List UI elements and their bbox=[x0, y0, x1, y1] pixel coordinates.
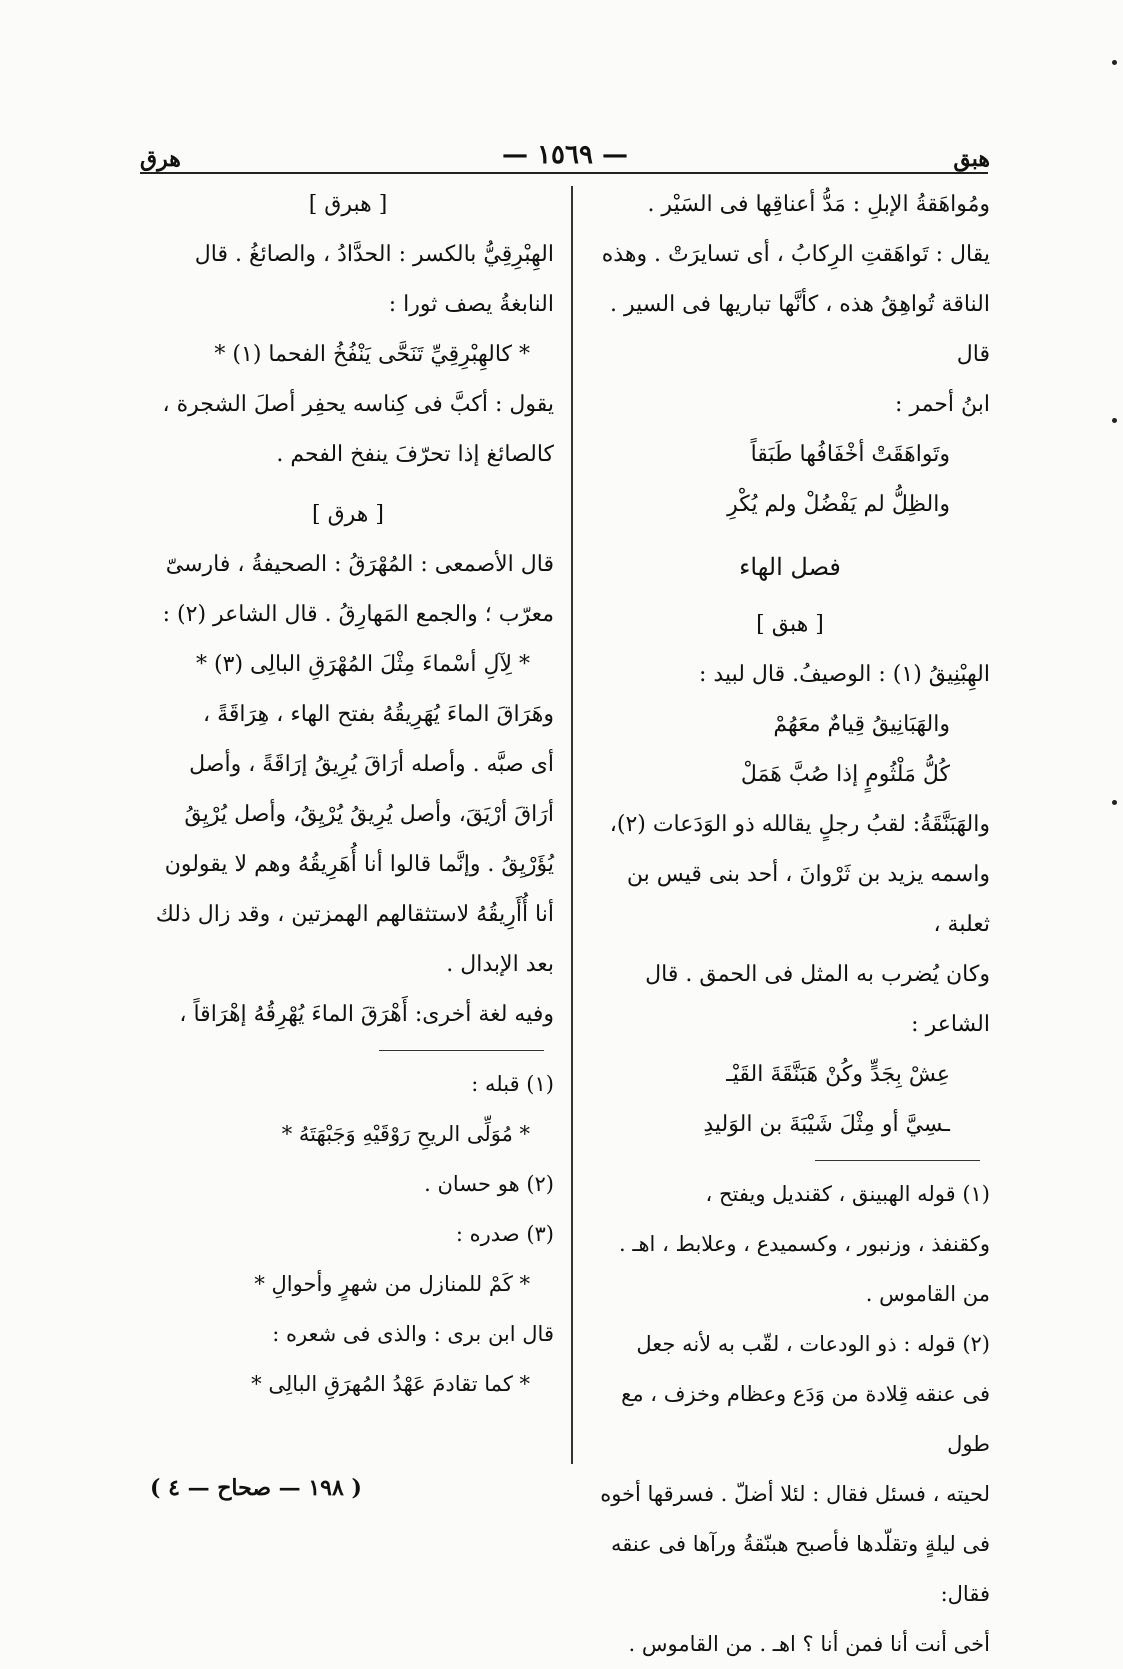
text-line: أرَاقَ أرْيَقَ، وأصل يُرِيقُ يُرْيِقُ، وأصل يُرْيِقُ bbox=[184, 802, 554, 827]
text-line: الناقة تُواهِقُ هذه ، كأنَّها تباريها فى السير . قال bbox=[609, 292, 990, 367]
margin-dot bbox=[1112, 418, 1117, 423]
footnote-line: فى ليلةٍ وتقلّدها فأصبح هبنّقةُ ورآها فى عنقه فقال: bbox=[611, 1532, 990, 1606]
footnote-rule bbox=[815, 1160, 980, 1161]
text-line: النابغةُ يصف ثورا : bbox=[388, 292, 554, 317]
footnote-line: (١) قوله الهبينق ، كقنديل ويفتح ، bbox=[705, 1182, 990, 1206]
signature-mark: ( ١٩٨ — صحاح — ٤ ) bbox=[150, 1475, 362, 1501]
text-line: الهِبْنِيقُ (١) : الوصيفُ. قال لبيد : bbox=[699, 662, 990, 687]
footnote-line: قال ابن برى : والذى فى شعره : bbox=[272, 1322, 554, 1346]
header-rule bbox=[140, 172, 988, 174]
entry-title: [ هرق ] bbox=[312, 502, 384, 527]
column-divider bbox=[571, 186, 573, 1464]
poem-line: والهَبَانِيقُ قِيامٌ معَهُمْ bbox=[773, 712, 950, 737]
text-line: والهَبَنَّقَةُ: لقبُ رجلٍ يقالله ذو الوَدَعات (٢)، bbox=[609, 812, 990, 837]
left-column bbox=[142, 180, 554, 1409]
footnote-line: من القاموس . bbox=[865, 1282, 990, 1306]
footnote-line: أخى أنت أنا فمن أنا ؟ اهـ . من القاموس . bbox=[628, 1632, 990, 1656]
entry-title: [ هبق ] bbox=[756, 612, 824, 637]
header-left-title: هرق bbox=[140, 146, 181, 172]
footnote-line: وكقنفذ ، وزنبور ، وكسميدع ، وعلابط ، اهـ . bbox=[618, 1232, 990, 1256]
text-line: معرّب ؛ والجمع المَهارِقُ . قال الشاعر (٢) : bbox=[162, 602, 554, 627]
footnote-line: * كما تقادمَ عَهْدُ المُهرَقِ البالِى * bbox=[251, 1372, 530, 1396]
text-line: قال الأصمعى : المُهْرَقُ : الصحيفةُ ، فارسىّ bbox=[165, 552, 554, 577]
text-line: ابنُ أحمر : bbox=[895, 392, 990, 417]
text-line: أى صبَّه . وأصله أرَاقَ يُرِيقُ إرَاقَةً ، وأصل bbox=[189, 752, 554, 777]
footnote-line: (٢) قوله : ذو الودعات ، لقّب به لأنه جعل bbox=[636, 1332, 990, 1356]
text-line: وهَرَاقَ الماءَ يُهَرِيقُهُ بفتح الهاء ، هِرَاقَةً ، bbox=[203, 702, 554, 727]
margin-dot bbox=[1112, 800, 1117, 805]
poem-line: ـسِيَّ أو مِثْلَ شَيْبَةَ بن الوَليدِ bbox=[703, 1112, 950, 1137]
footnote-rule bbox=[379, 1050, 544, 1051]
verse-line: * لِآلِ أسْماءَ مِثْلَ المُهْرَقِ البالِى (٣) * bbox=[196, 652, 530, 677]
text-line: الهِبْرِقِيُّ بالكسر : الحدَّادُ ، والصائغُ . قال bbox=[194, 242, 554, 267]
footnote-line: * كَمْ للمنازل من شهرٍ وأحوالِ * bbox=[254, 1272, 530, 1296]
poem-line: عِشْ بِجَدٍّ وكُنْ هَبَنَّقَةَ القَيْـ bbox=[726, 1062, 950, 1087]
text-line: بعد الإبدال . bbox=[446, 952, 554, 977]
section-title: فصل الهاء bbox=[739, 553, 841, 581]
text-line: وكان يُضرب به المثل فى الحمق . قال الشاعر : bbox=[645, 962, 990, 1037]
footnote-line: (٣) صدره : bbox=[455, 1222, 554, 1246]
text-line: يقال : تَواهَقتِ الرِكابُ ، أى تسايرَتْ . وهذه bbox=[601, 242, 990, 267]
footnote-line: فى عنقه قِلادة من وَدَع وعظام وخزف ، مع طول bbox=[621, 1382, 990, 1456]
footnote-line: لحيته ، فسئل فقال : لئلا أضلّ . فسرقها أخوه bbox=[600, 1482, 990, 1506]
verse-line: * كالهِبْرِقِيِّ تَنَحَّى يَنْفُخُ الفحما (١) * bbox=[214, 342, 530, 367]
header-right-title: هبق bbox=[953, 146, 990, 172]
poem-line: والظِلُّ لم يَفْضُلْ ولم يُكْرِ bbox=[727, 492, 950, 517]
text-line: وفيه لغة أخرى: أَهْرَقَ الماءَ يُهْرِقُهُ إهْرَاقاً ، bbox=[179, 1002, 554, 1027]
footnote-line: (١) قبله : bbox=[471, 1072, 554, 1096]
text-line: أنا أُأَرِيقُهُ لاستثقالهم الهمزتين ، وقد زال ذلك bbox=[155, 902, 554, 927]
footnote-line: (٢) هو حسان . bbox=[424, 1172, 554, 1196]
text-line: ومُواهَقةُ الإبلِ : مَدُّ أعناقِها فى السَيْر . bbox=[647, 192, 990, 217]
text-line: يُؤَرْيِقُ . وإنَّما قالوا أنا أُهَرِيقُهُ وهم لا يقولون bbox=[164, 852, 554, 877]
margin-dot bbox=[1112, 60, 1117, 65]
page-header bbox=[140, 130, 990, 170]
footnote-line: * مُوَلِّى الريحِ رَوْقَيْهِ وَجَبْهَتَهُ * bbox=[281, 1122, 530, 1146]
poem-line: وتَواهَقَتْ أخْفَافُها طَبَقاً bbox=[750, 442, 950, 467]
right-column bbox=[590, 180, 990, 1669]
page-number: — ١٥٦٩ — bbox=[502, 140, 628, 170]
text-line: واسمه يزيد بن ثَرْوانَ ، أحد بنى قيس بن ثعلبة ، bbox=[626, 862, 990, 937]
text-line: يقول : أكبَّ فى كِناسه يحفِر أصلَ الشجرة ، bbox=[162, 392, 554, 417]
poem-line: كُلُّ مَلْثُومٍ إذا صُبَّ هَمَلْ bbox=[740, 762, 950, 787]
text-line: كالصائغ إذا تحرّفَ ينفخ الفحم . bbox=[276, 442, 554, 467]
entry-title: [ هبرق ] bbox=[308, 192, 388, 217]
